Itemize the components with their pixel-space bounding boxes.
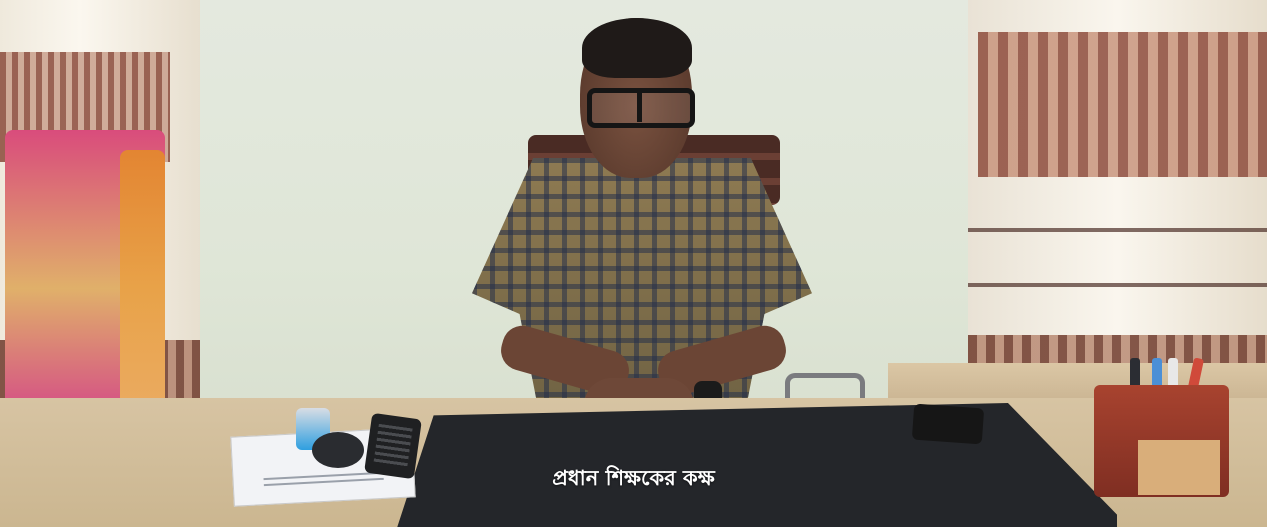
eyeglasses — [587, 88, 695, 128]
curtain-stripe — [968, 228, 1267, 232]
seated-person — [472, 18, 812, 438]
mobile-phone — [912, 404, 984, 445]
photo-caption: প্রধান শিক্ষকের কক্ষ — [552, 466, 715, 490]
hair — [582, 18, 692, 78]
curtain-stripe — [968, 283, 1267, 287]
curtain-pattern-band — [978, 32, 1267, 177]
curtain-right — [968, 0, 1267, 395]
